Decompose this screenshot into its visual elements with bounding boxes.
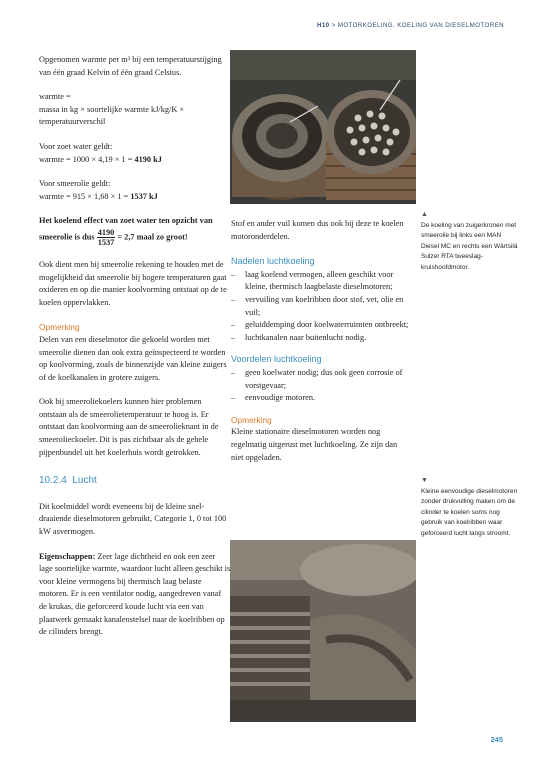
section-heading <box>39 475 231 488</box>
page-number: 245 <box>490 735 503 744</box>
effect-pre: smeerolie is dus <box>39 232 97 242</box>
properties-paragraph <box>39 551 231 639</box>
effect-fraction <box>97 228 116 247</box>
list-item: – luchtkanalen naar buitenlucht nodig. <box>231 332 411 345</box>
water-result: 4190 kJ <box>134 154 162 164</box>
chapter-title: MOTORKOELING, KOELING VAN DIESELMOTOREN <box>337 22 504 29</box>
water-calculation <box>39 141 231 166</box>
list-item: – geluiddemping door koelwaterruimten ontbreekt; <box>231 319 411 332</box>
intro-paragraph: Opgenomen warmte per m³ bij een temperatuurstijging van één graad Kelvin of één graad Celsius. <box>39 55 222 77</box>
caption-text: De koeling van zuigerkronen met smeerolie bij links een MAN Diesel MC en rechts een Wärtsilä Sulzer RTA tweeslag-kruishoofdmotor. <box>421 221 518 271</box>
dust-paragraph: Stof en ander vuil komen dus ook bij deze te koelen motoronderdelen. <box>231 219 404 241</box>
effect-line-1: Het koelend effect van zoet water ten opzicht van <box>39 216 213 226</box>
remark-text-2: Kleine stationaire dieselmotoren worden nog regelmatig uitgerust met luchtkoeling. Ze zijn dan niet opgeladen. <box>231 427 398 462</box>
list-item: – vervuiling van koelribben door stof, vet, olie en vuil; <box>231 294 411 319</box>
section-number: 10.2.4 <box>39 475 67 487</box>
list-item: – laag koelend vermogen, alleen geschikt voor kleine, thermisch laagbelaste dieselmotoren; <box>231 269 411 294</box>
piston-crowns-photo <box>230 50 416 204</box>
oil-calculation <box>39 178 231 203</box>
oil-result: 1537 kJ <box>130 191 158 201</box>
header-separator: > <box>331 22 336 29</box>
caption-down-arrow-icon: ▼ <box>421 477 428 484</box>
caption-text: Kleine eenvoudige dieselmotoren zonder drukvulling maken om de cilinder te koelen soms nog gebruik van koelribben waar geforceerd lucht langs stroomt. <box>421 487 518 537</box>
oil-label: Voor smeerolie geldt: <box>39 179 111 189</box>
running-header <box>317 22 504 29</box>
caption-pistons <box>421 210 521 273</box>
oil-equation: warmte = 915 × 1,68 × 1 = <box>39 191 131 201</box>
cooling-effect <box>39 215 231 247</box>
middle-column <box>231 218 411 476</box>
cooling-fins-photo <box>230 540 416 722</box>
heat-formula <box>39 91 231 129</box>
list-item: – eenvoudige motoren. <box>231 392 411 405</box>
fraction-numerator: 4190 <box>97 227 115 237</box>
disadvantages-list <box>231 269 411 345</box>
oil-cooler-paragraph: Ook bij smeeroliekoelers kunnen hier problemen ontstaan als de smeerolietemperatuur te hoog is. Er ontstaat dan koolvorming aan de smeerolieknant in de smeerolieckoeler. Dit is pas zichtbaar als de gehele pijpenbundel uit het koelerhuis wordt getrokken. <box>39 397 219 457</box>
disadvantages-heading: Nadelen luchtkoeling <box>231 256 315 267</box>
formula-line-1: warmte = <box>39 92 71 102</box>
chapter-number: H10 <box>316 22 330 29</box>
caption-fins <box>421 476 521 539</box>
remark-heading: Opmerking <box>39 322 80 333</box>
remark-text: Delen van een dieselmotor die gekoeld worden met smeerolie dienen dan ook extra geïnspecteerd te worden op koolvorming, zoals de binnenzijde van kleine zuigers of de koelkanalen in grotere zuigers. <box>39 334 227 382</box>
left-column <box>39 54 231 651</box>
formula-line-3: temperatuurverschil <box>39 117 106 127</box>
advantages-list <box>231 367 411 405</box>
advantages-heading: Voordelen luchtkoeling <box>231 354 322 365</box>
caption-up-arrow-icon: ▲ <box>421 211 428 218</box>
fraction-denominator: 1537 <box>97 237 115 247</box>
properties-label: Eigenschappen: <box>39 551 96 561</box>
remark-heading-2: Opmerking <box>231 414 272 425</box>
list-item: – geen koelwater nodig; dus ook geen corrosie of vorstgevaar; <box>231 367 411 392</box>
section-title: Lucht <box>72 475 97 487</box>
oxidation-paragraph: Ook dient men bij smeerolie rekening te houden met de mogelijkheid dat smeerolie bij hogere temperaturen gaat oxideren en op die manier koolvorming ontstaat op de te koelen oppervlakken. <box>39 259 227 307</box>
water-equation: warmte = 1000 × 4,19 × 1 = <box>39 154 135 164</box>
air-paragraph: Dit koelmiddel wordt eveneens bij de kleine snel-draaiende dieselmotoren gebruikt, Categorie 1, 0 tot 100 kW asvermogen. <box>39 501 227 537</box>
effect-post: = 2,7 maal zo groot! <box>115 232 188 242</box>
properties-text: Zeer lage dichtheid en ook een zeer lage soortelijke warmte, waardoor lucht alleen geschikt is voor kleine vermogens bij thermisch laag belaste motoren. Er is een ventilator nodig, aangedreven vanaf de krukas, die geforceerd koude lucht via een van plaatwerk gemaakt kanalenstelsel naar de koelribben op de cilinders brengt. <box>39 551 231 637</box>
formula-line-2: massa in kg × soortelijke warmte kJ/kg/K × <box>39 104 185 114</box>
water-label: Voor zoet water geldt: <box>39 141 113 151</box>
